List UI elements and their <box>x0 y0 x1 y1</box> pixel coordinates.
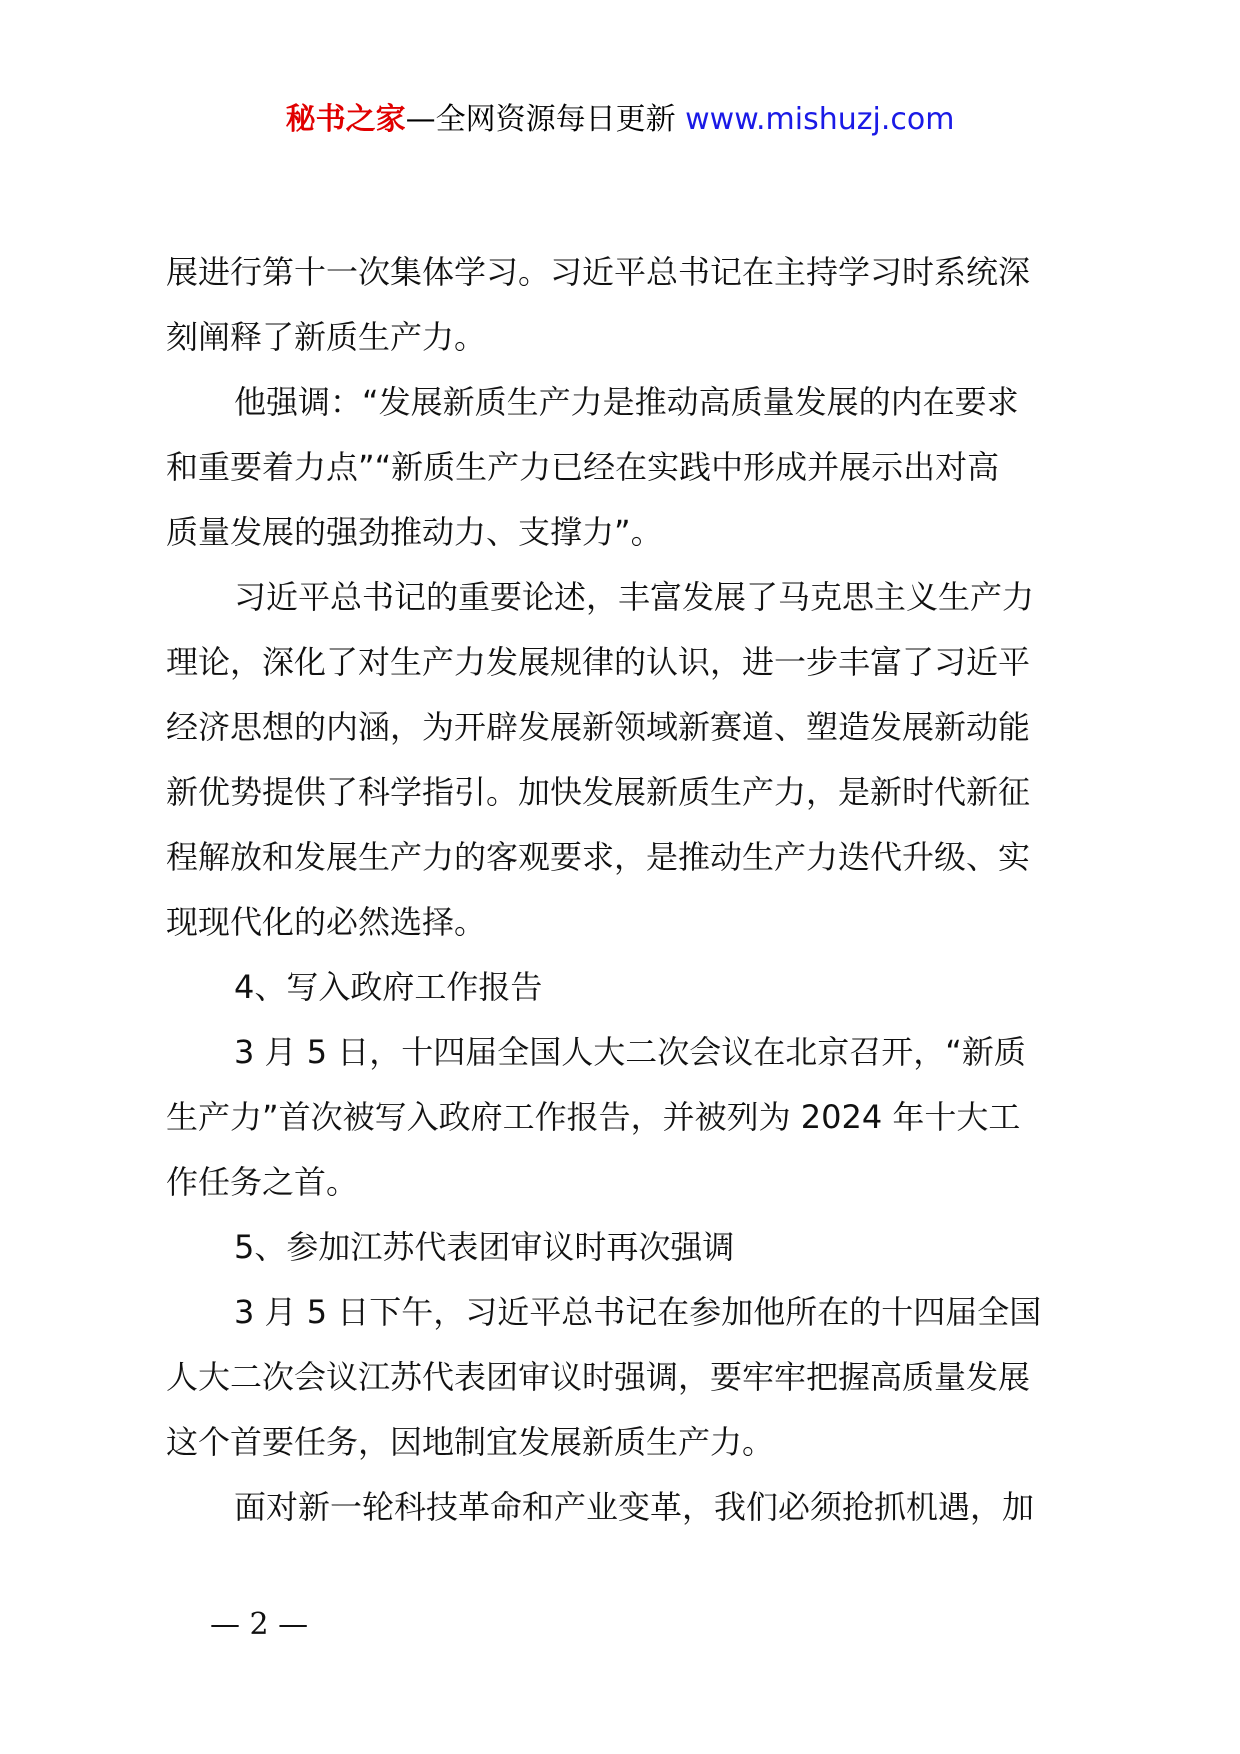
paragraph-start: 3 月 5 日下午，习近平总书记在参加他所在的十四届全国 <box>234 1293 1042 1331</box>
paragraph-start: 他强调：“发展新质生产力是推动高质量发展的内在要求 <box>234 383 1019 421</box>
site-url[interactable]: www.mishuzj.com <box>685 102 955 137</box>
document-body <box>166 240 1166 1540</box>
text-line: 生产力”首次被写入政府工作报告，并被列为 2024 年十大工 <box>166 1098 1021 1136</box>
text-line: 人大二次会议江苏代表团审议时强调，要牢牢把握高质量发展 <box>166 1358 1031 1396</box>
brand-name: 秘书之家 <box>285 102 406 137</box>
text-line: 程解放和发展生产力的客观要求，是推动生产力迭代升级、实 <box>166 838 1031 876</box>
text-line: 和重要着力点”“新质生产力已经在实践中形成并展示出对高 <box>166 448 1000 486</box>
site-header <box>0 100 1240 140</box>
paragraph-start: 面对新一轮科技革命和产业变革，我们必须抢抓机遇，加 <box>234 1488 1035 1526</box>
text-line: 这个首要任务，因地制宜发展新质生产力。 <box>166 1423 775 1461</box>
header-tagline: —全网资源每日更新 <box>405 102 686 137</box>
page-number: — 2 — <box>210 1607 309 1642</box>
text-line: 理论，深化了对生产力发展规律的认识，进一步丰富了习近平 <box>166 643 1031 681</box>
section-heading: 5、参加江苏代表团审议时再次强调 <box>234 1228 735 1266</box>
paragraph-start: 习近平总书记的重要论述，丰富发展了马克思主义生产力 <box>234 578 1035 616</box>
text-line: 经济思想的内涵，为开辟发展新领域新赛道、塑造发展新动能 <box>166 708 1031 746</box>
text-line: 新优势提供了科学指引。加快发展新质生产力，是新时代新征 <box>166 773 1031 811</box>
paragraph-start: 3 月 5 日，十四届全国人大二次会议在北京召开，“新质 <box>234 1033 1026 1071</box>
text-line: 刻阐释了新质生产力。 <box>166 318 487 356</box>
section-heading: 4、写入政府工作报告 <box>234 968 543 1006</box>
text-line: 现现代化的必然选择。 <box>166 903 487 941</box>
text-line: 作任务之首。 <box>166 1163 359 1201</box>
text-line: 展进行第十一次集体学习。习近平总书记在主持学习时系统深 <box>166 253 1031 291</box>
text-line: 质量发展的强劲推动力、支撑力”。 <box>166 513 663 551</box>
